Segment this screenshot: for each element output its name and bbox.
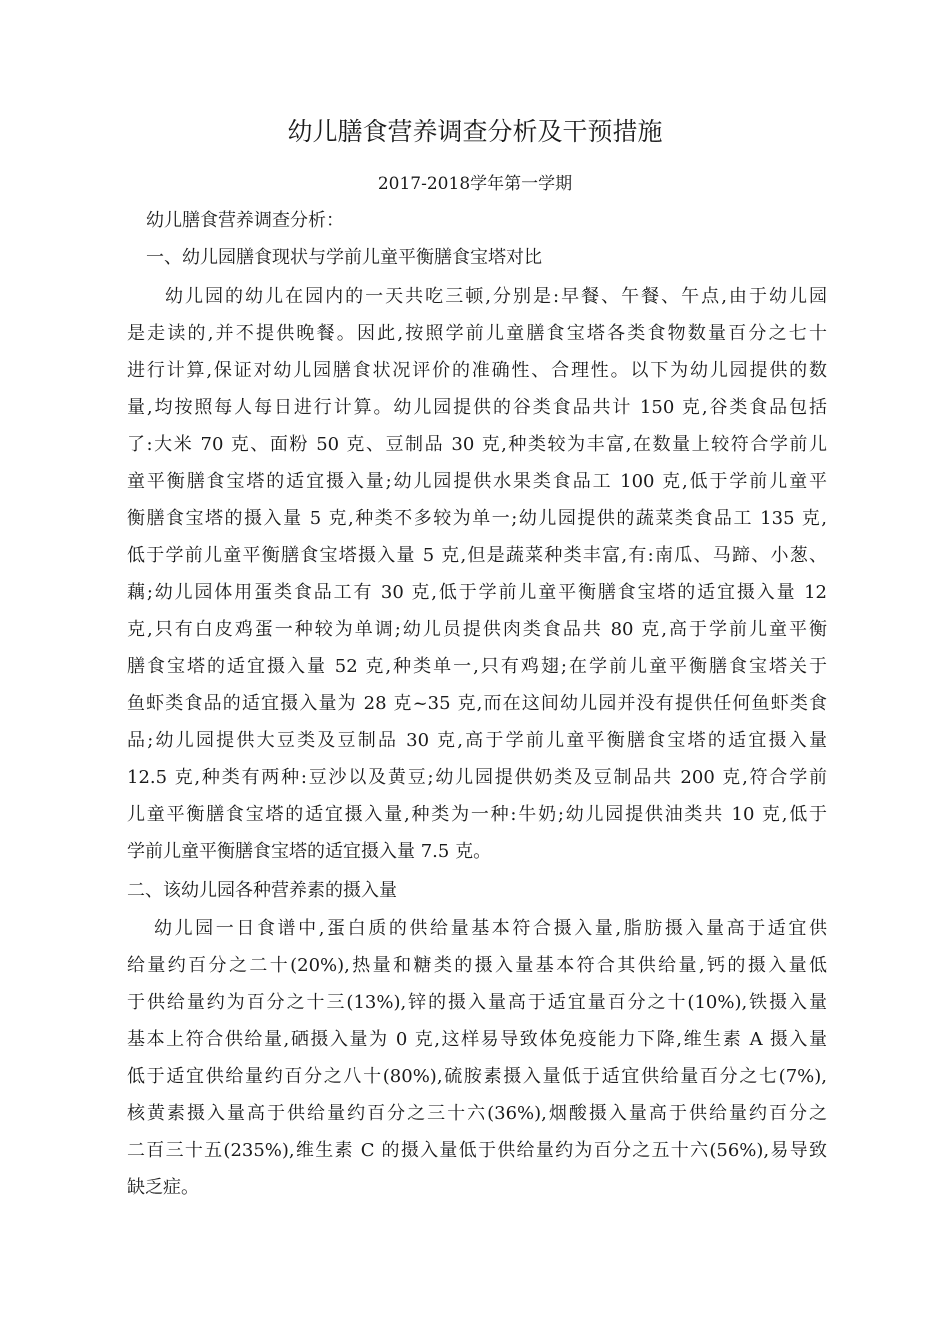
heading-1: 一、幼儿园膳食现状与学前儿童平衡膳食宝塔对比 [146, 247, 542, 268]
paragraph-1 [127, 278, 827, 870]
document-subtitle: 2017-2018学年第一学期 [377, 174, 573, 194]
paragraph-line: 二百三十五(235%),维生素 C 的摄入量低于供给量约为百分之五十六(56%),易导致 [127, 1140, 827, 1161]
paragraph-line: 是走读的,并不提供晚餐。因此,按照学前儿童膳食宝塔各类食物数量百分之七十 [127, 323, 827, 344]
paragraph-line: 克,只有白皮鸡蛋一种较为单调;幼儿员提供肉类食品共 80 克,高于学前儿童平衡 [127, 619, 827, 640]
paragraph-line: 于供给量约为百分之十三(13%),锌的摄入量高于适宜量百分之十(10%),铁摄入量 [127, 992, 827, 1013]
paragraph-line: 儿童平衡膳食宝塔的适宜摄入量,种类为一种:牛奶;幼儿园提供油类共 10 克,低于 [127, 804, 827, 825]
paragraph-line: 学前儿童平衡膳食宝塔的适宜摄入量 7.5 克。 [127, 841, 492, 862]
paragraph-line: 了:大米 70 克、面粉 50 克、豆制品 30 克,种类较为丰富,在数量上较符合学前儿 [127, 434, 827, 455]
paragraph-line: 品;幼儿园提供大豆类及豆制品 30 克,高于学前儿童平衡膳食宝塔的适宜摄入量 [127, 730, 827, 751]
document-title: 幼儿膳食营养调查分析及干预措施 [287, 117, 663, 146]
paragraph-line: 衡膳食宝塔的摄入量 5 克,种类不多较为单一;幼儿园提供的蔬菜类食品工 135 克, [127, 508, 827, 529]
paragraph-line: 幼儿园的幼儿在园内的一天共吃三顿,分别是:早餐、午餐、午点,由于幼儿园 [165, 286, 827, 307]
paragraph-line: 鱼虾类食品的适宜摄入量为 28 克~35 克,而在这间幼儿园并没有提供任何鱼虾类食 [127, 693, 827, 714]
paragraph-line: 藕;幼儿园体用蛋类食品工有 30 克,低于学前儿童平衡膳食宝塔的适宜摄入量 12 [127, 582, 827, 603]
paragraph-line: 核黄素摄入量高于供给量约百分之三十六(36%),烟酸摄入量高于供给量约百分之 [127, 1103, 827, 1124]
paragraph-line: 量,均按照每人每日进行计算。幼儿园提供的谷类食品共计 150 克,谷类食品包括 [127, 397, 827, 418]
paragraph-2 [127, 910, 827, 1206]
paragraph-line: 低于学前儿童平衡膳食宝塔摄入量 5 克,但是蔬菜种类丰富,有:南瓜、马蹄、小葱、 [127, 545, 827, 566]
paragraph-line: 12.5 克,种类有两种:豆沙以及黄豆;幼儿园提供奶类及豆制品共 200 克,符合学前 [127, 767, 827, 788]
heading-2: 二、该幼儿园各种营养素的摄入量 [127, 880, 397, 901]
paragraph-line: 低于适宜供给量约百分之八十(80%),硫胺素摄入量低于适宜供给量百分之七(7%), [127, 1066, 827, 1087]
paragraph-line: 缺乏症。 [127, 1177, 199, 1198]
paragraph-line: 幼儿园一日食谱中,蛋白质的供给量基本符合摄入量,脂肪摄入量高于适宜供 [154, 918, 827, 939]
paragraph-line: 给量约百分之二十(20%),热量和糖类的摄入量基本符合其供给量,钙的摄入量低 [127, 955, 827, 976]
section-label: 幼儿膳食营养调查分析： [146, 210, 344, 231]
paragraph-line: 基本上符合供给量,硒摄入量为 0 克,这样易导致体免疫能力下降,维生素 A 摄入量 [127, 1029, 827, 1050]
paragraph-line: 膳食宝塔的适宜摄入量 52 克,种类单一,只有鸡翅;在学前儿童平衡膳食宝塔关于 [127, 656, 827, 677]
paragraph-line: 进行计算,保证对幼儿园膳食状况评价的准确性、合理性。以下为幼儿园提供的数 [127, 360, 827, 381]
paragraph-line: 童平衡膳食宝塔的适宜摄入量;幼儿园提供水果类食品工 100 克,低于学前儿童平 [127, 471, 827, 492]
